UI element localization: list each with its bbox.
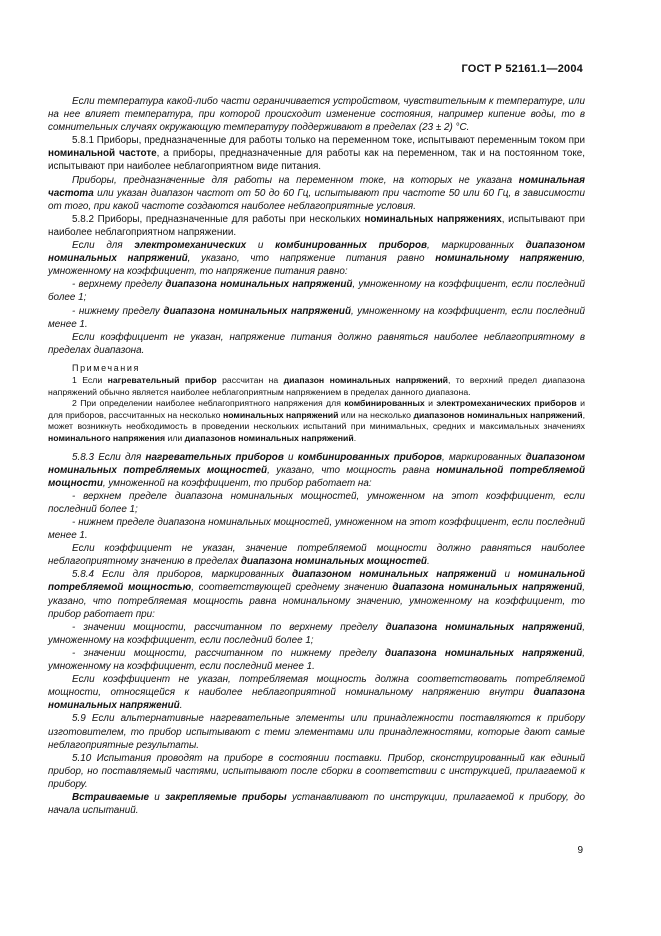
text-run: Приборы, предназначенные для работы на переменном токе, на которых не указана	[72, 174, 519, 186]
text-run: - верхнему пределу	[72, 279, 166, 291]
defined-term: диапазоном номинальных напряжений	[291, 569, 497, 581]
text-run: Если коэффициент не указан, потребляемая мощность должна соответствовать потребляемой мощности, относящейся к наиболее неблагоприятной номинальному напряжению внутри	[48, 674, 585, 699]
text-run: , а приборы, предназначенные для работы как на переменном, так и на постоянном токе, испытывают при наиболее неблагоприятном виде питания.	[48, 148, 585, 173]
defined-term: нагревательный прибор	[107, 374, 217, 385]
text-run: Если коэффициент не указан, напряжение питания должно равняться наиболее неблагоприятному в пределах диапазона.	[48, 331, 585, 356]
text-run: рассчитан на	[216, 374, 284, 385]
text-run: - нижнем пределе диапазона номинальных мощностей, умноженном на этот коэффициент, если последний менее 1.	[48, 517, 585, 542]
text-run: , умноженному на коэффициент, если последний менее 1.	[48, 647, 585, 673]
text-run: .	[426, 556, 430, 568]
defined-term: диапазона номинальных мощностей	[240, 556, 427, 568]
list-item	[48, 305, 585, 331]
list-item	[48, 278, 585, 304]
defined-term: диапазона номинальных напряжений	[385, 647, 583, 659]
defined-term: номинальных напряжений	[222, 409, 339, 420]
paragraph-5-9	[48, 712, 585, 751]
text-run: , умноженному на коэффициент, если последний более 1;	[48, 621, 585, 646]
defined-term: нагревательных приборов	[145, 451, 284, 463]
paragraph-5-8-3	[48, 451, 585, 490]
notes-heading: Примечания	[72, 362, 140, 373]
text-run: - значении мощности, рассчитанном по верхнему пределу	[72, 621, 386, 633]
text-run: или на несколько	[338, 409, 414, 420]
document-id: ГОСТ Р 52161.1—2004	[461, 63, 583, 75]
defined-term: комбинированных	[344, 398, 425, 409]
text-run: Если коэффициент не указан, значение потребляемой мощности должно равняться наиболее неблагоприятному значению в пределах	[48, 543, 585, 568]
list-item	[48, 490, 585, 516]
text-run: , маркированных	[441, 451, 526, 463]
text-run: устанавливают по инструкции, прилагаемой к прибору, до начала испытаний.	[48, 791, 585, 817]
paragraph	[48, 331, 585, 357]
text-run: , указано, что напряжение питания равно	[187, 253, 436, 265]
text-run: 5.10 Испытания проводят на приборе в состоянии поставки. Прибор, сконструированный как единый прибор, но поставляемый частями, испытывают после сборки в соответствии с инструкцией, прилагаемой к прибору.	[48, 752, 585, 790]
defined-term: номинального напряжения	[48, 432, 166, 443]
text-run: и	[424, 398, 437, 409]
text-run: 5.8.4 Если для приборов, маркированных	[72, 569, 292, 581]
paragraph	[48, 174, 585, 213]
defined-term: диапазона номинальных напряжений	[48, 687, 585, 712]
defined-term: диапазонов номинальных напряжений	[184, 432, 354, 443]
defined-term: Встраиваемые	[72, 791, 150, 803]
text-run: , испытывают при наиболее неблагоприятном напряжении.	[48, 213, 585, 238]
paragraph-5-8-2	[48, 213, 585, 239]
page-number: 9	[577, 845, 583, 856]
text-run: , умноженному на коэффициент, то напряжение питания равно:	[48, 253, 585, 278]
list-item	[48, 647, 585, 673]
text-run: , то верхний предел диапазона напряжений обычно является наиболее неблагоприятным напряжением в пределах данного диапазона.	[48, 374, 586, 397]
text-run: , маркированных	[426, 240, 526, 252]
defined-term: диапазонов номинальных напряжений	[413, 409, 583, 420]
defined-term: диапазона номинальных напряжений	[163, 305, 351, 317]
paragraph	[48, 542, 585, 568]
paragraph	[48, 239, 585, 278]
text-run: Если для	[72, 240, 135, 252]
text-run: , умноженной на коэффициент, то прибор работает на:	[102, 477, 372, 489]
list-item	[48, 516, 585, 542]
defined-term: номинальному напряжению	[435, 253, 583, 265]
paragraph-5-8-4	[48, 568, 585, 620]
defined-term: диапазон номинальных напряжений	[283, 374, 448, 385]
defined-term: номинальной частоте	[48, 148, 157, 160]
list-item	[48, 621, 585, 647]
defined-term: номинальных напряжениях	[364, 213, 502, 225]
text-run: , может возникнуть необходимость в проведении нескольких испытаний при минимальных, средних и максимальных значениях	[48, 409, 585, 432]
defined-term: закрепляемые приборы	[165, 791, 287, 803]
text-run: , указано, что мощность равна	[267, 464, 437, 476]
note-1	[48, 375, 585, 398]
defined-term: диапазоном номинальных напряжений	[48, 240, 586, 265]
text-run: .	[353, 432, 357, 443]
text-run: Если температура какой-либо части ограничивается устройством, чувствительным к температуре, или на нее влияет температура, при которой происходит изменение состояния, например кипение воды, то в сомнительных случаях окружающую температуру поддерживают в пределах (23 ± 2) °С.	[48, 96, 585, 134]
text-run: , указано, что потребляемая мощность равна номинальному значению, умноженному на коэффициент, то прибор работает при:	[48, 582, 585, 620]
text-run: и для приборов, рассчитанных на несколько	[48, 398, 585, 420]
defined-term: номинальной потребляемой мощности	[48, 464, 585, 489]
text-run: 5.8.1 Приборы, предназначенные для работы только на переменном токе, испытывают переменным током при	[72, 135, 585, 147]
defined-term: комбинированных приборов	[297, 451, 442, 463]
text-run: и	[496, 569, 519, 581]
text-run: или	[165, 432, 185, 443]
text-run: - значении мощности, рассчитанном по нижнему пределу	[72, 647, 386, 659]
text-run: , соответствующей среднему значению	[191, 582, 393, 594]
defined-term: диапазона номинальных напряжений	[385, 621, 583, 633]
text-run: 2 При определении наиболее неблагоприятного напряжения для	[72, 398, 345, 409]
defined-term: диапазона номинальных напряжений	[165, 279, 353, 291]
defined-term: электромеханических	[134, 240, 247, 252]
defined-term: номинальной потребляемой мощностью	[48, 569, 585, 594]
text-run: 5.8.2 Приборы, предназначенные для работы при нескольких	[72, 213, 365, 225]
text-run: или указан диапазон частот от 50 до 60 Гц, испытывают при частоте 50 или 60 Гц, в зависимости от того, при какой частоте создаются наиболее неблагоприятные условия.	[48, 187, 585, 212]
text-run: и	[246, 240, 276, 252]
paragraph-5-8-1	[48, 134, 585, 173]
text-run: 1 Если	[72, 374, 108, 385]
text-run: - нижнему пределу	[72, 305, 164, 317]
text-run: .	[179, 700, 183, 712]
text-run: 5.8.3 Если для	[72, 451, 146, 463]
note-2	[48, 398, 585, 444]
defined-term: диапазона номинальных напряжений	[392, 582, 583, 594]
text-run: - верхнем пределе диапазона номинальных мощностей, умноженном на этот коэффициент, если последний более 1;	[48, 490, 585, 515]
paragraph	[48, 791, 585, 817]
paragraph	[48, 673, 585, 712]
defined-term: электромеханических приборов	[436, 398, 577, 409]
document-body	[48, 95, 585, 817]
defined-term: комбинированных приборов	[275, 240, 427, 252]
text-run: и	[283, 451, 298, 463]
paragraph-5-10	[48, 752, 585, 791]
text-run: 5.9 Если альтернативные нагревательные элементы или принадлежности поставляются к прибору изготовителем, то прибор испытывают с теми элементами или принадлежностями, которые дают самые неблагоприятные результаты.	[48, 713, 585, 751]
text-run: , умноженному на коэффициент, если последний более 1;	[48, 279, 585, 304]
text-run: и	[149, 791, 165, 803]
text-run: , умноженному на коэффициент, если последний менее 1.	[48, 305, 585, 330]
defined-term: номинальная частота	[48, 174, 585, 199]
defined-term: диапазоном номинальных потребляемых мощностей	[48, 451, 585, 476]
paragraph	[48, 95, 585, 134]
